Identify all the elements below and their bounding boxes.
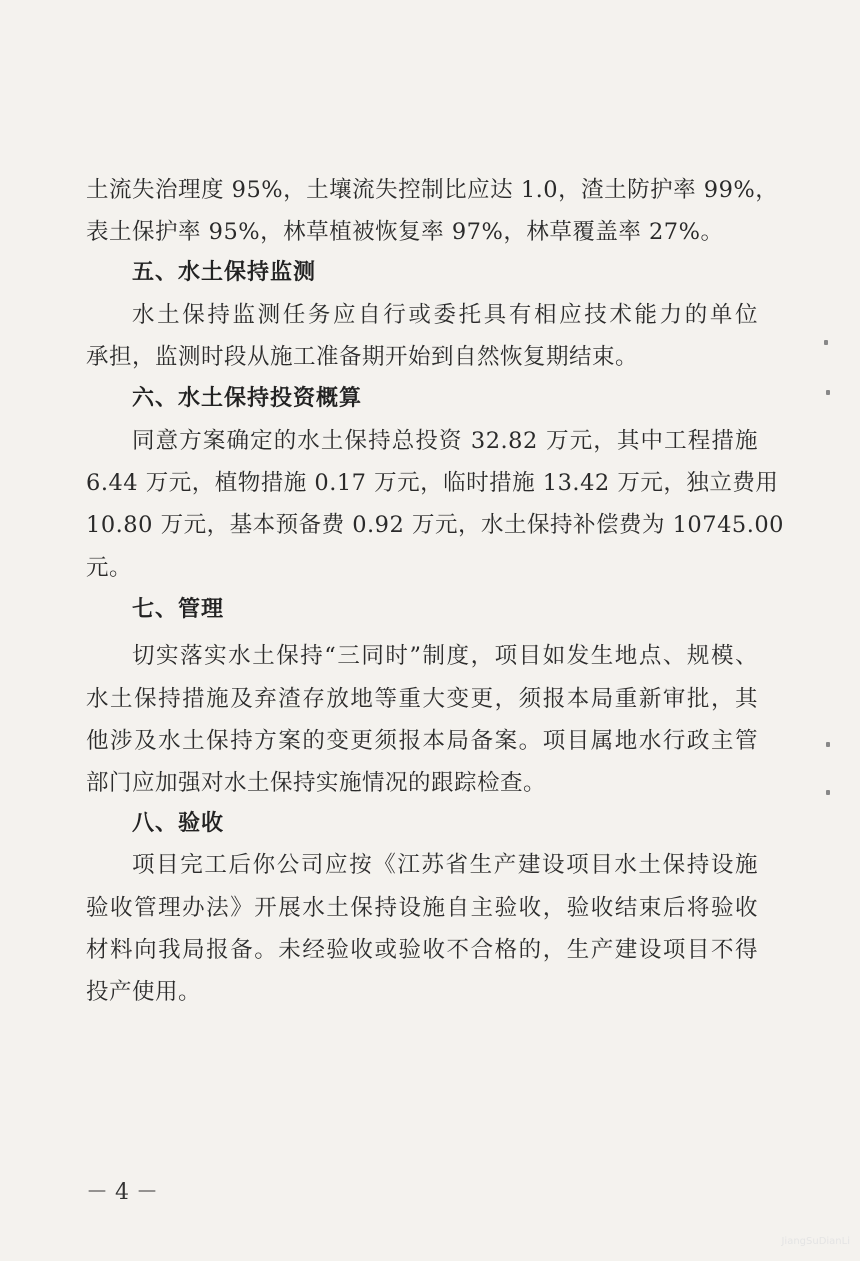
binding-mark <box>826 790 830 795</box>
section-heading-monitoring: 五、水土保持监测 <box>132 260 317 285</box>
section-heading-management: 七、管理 <box>132 597 225 622</box>
binding-mark <box>826 742 830 747</box>
body-text-line: 承担，监测时段从施工准备期开始到自然恢复期结束。 <box>86 344 639 370</box>
section-heading-acceptance: 八、验收 <box>132 811 225 836</box>
body-text-line: 同意方案确定的水土保持总投资 32.82 万元，其中工程措施 <box>132 428 758 454</box>
section-heading-investment: 六、水土保持投资概算 <box>132 386 363 411</box>
binding-mark <box>824 340 828 345</box>
body-text-line: 部门应加强对水土保持实施情况的跟踪检查。 <box>86 770 547 796</box>
binding-mark <box>826 390 830 395</box>
body-text-line: 10.80 万元，基本预备费 0.92 万元，水土保持补偿费为 10745.00 <box>86 512 784 538</box>
body-text-line: 土流失治理度 95%，土壤流失控制比应达 1.0，渣土防护率 99%， <box>86 177 779 203</box>
body-text-line: 水土保持措施及弃渣存放地等重大变更，须报本局重新审批，其 <box>86 686 758 712</box>
body-text-line: 他涉及水土保持方案的变更须报本局备案。项目属地水行政主管 <box>86 728 758 754</box>
page-number: － 4 － <box>86 1180 158 1205</box>
body-text-line: 验收管理办法》开展水土保持设施自主验收，验收结束后将验收 <box>86 895 758 921</box>
body-text-line: 项目完工后你公司应按《江苏省生产建设项目水土保持设施 <box>132 852 758 878</box>
body-text-line: 6.44 万元，植物措施 0.17 万元，临时措施 13.42 万元，独立费用 <box>86 470 779 496</box>
body-text-line: 元。 <box>86 555 133 581</box>
body-text-line: 切实落实水土保持“三同时”制度，项目如发生地点、规模、 <box>132 643 758 669</box>
body-text-line: 表土保护率 95%，林草植被恢复率 97%，林草覆盖率 27%。 <box>86 219 724 245</box>
body-text-line: 水土保持监测任务应自行或委托具有相应技术能力的单位 <box>132 302 758 328</box>
body-text-line: 投产使用。 <box>86 979 202 1005</box>
watermark: JiangSuDianLi <box>781 1236 850 1247</box>
body-text-line: 材料向我局报备。未经验收或验收不合格的，生产建设项目不得 <box>86 937 758 963</box>
